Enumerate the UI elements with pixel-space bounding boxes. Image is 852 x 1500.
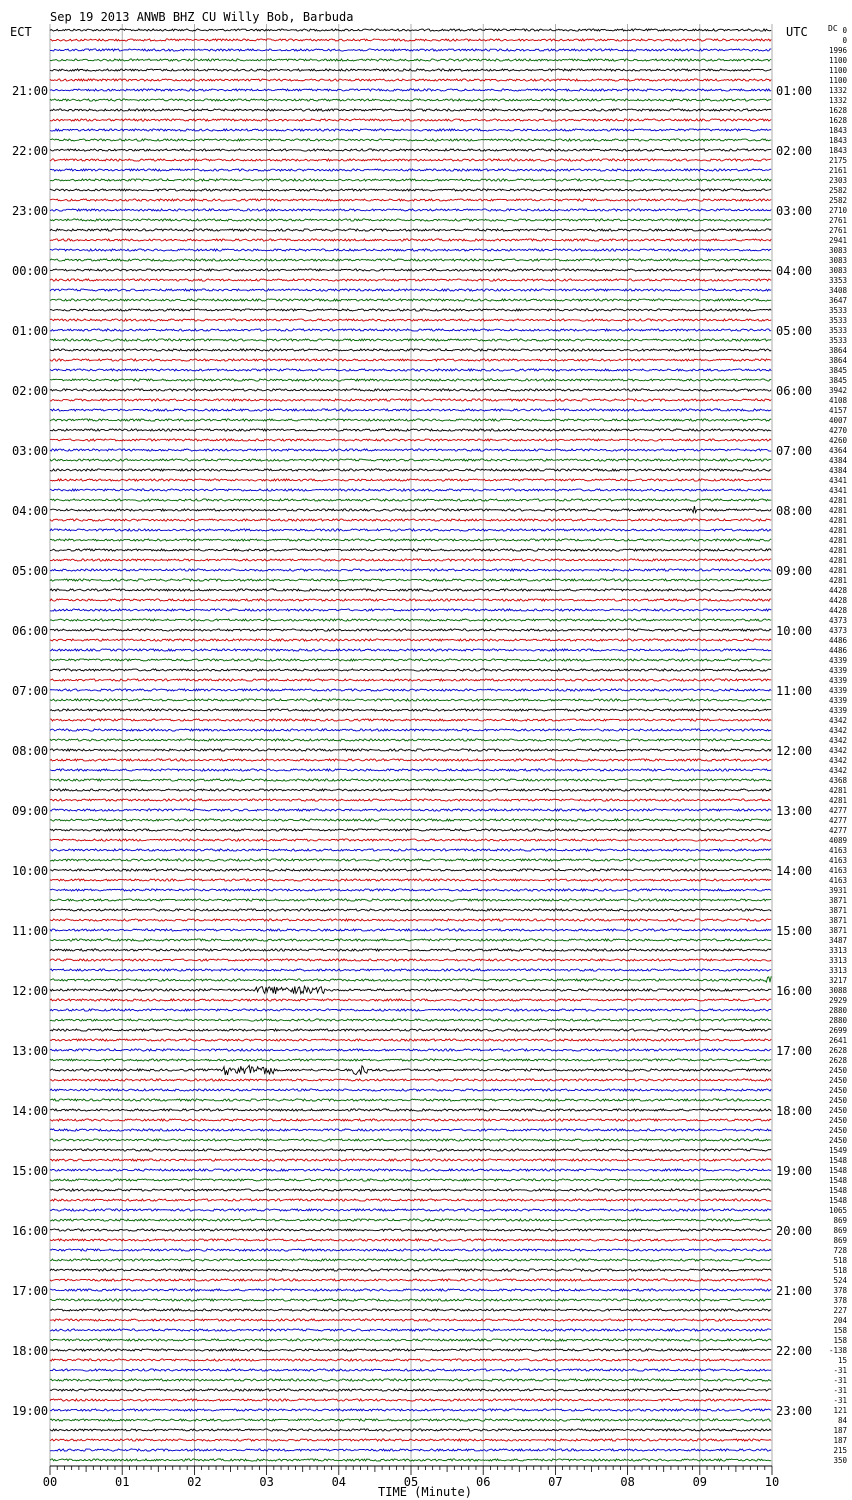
dc-value: 3647 <box>828 296 847 305</box>
dc-value: 3864 <box>828 346 847 355</box>
dc-value: 4339 <box>828 656 847 665</box>
left-hour-label: 00:00 <box>12 264 49 278</box>
dc-value: 1548 <box>828 1196 847 1205</box>
dc-value: 4281 <box>828 576 847 585</box>
trace-row-14 <box>50 169 771 171</box>
left-hour-label: 09:00 <box>12 804 49 818</box>
dc-value: 4163 <box>828 846 847 855</box>
dc-value: 1548 <box>828 1156 847 1165</box>
dc-value: 2450 <box>828 1136 847 1145</box>
x-tick-label: 07 <box>548 1475 563 1489</box>
dc-value: 4428 <box>828 586 847 595</box>
dc-value: 3217 <box>828 976 847 985</box>
dc-value: 4281 <box>828 516 847 525</box>
right-hour-label: 23:00 <box>776 1404 813 1418</box>
dc-value: 3845 <box>828 366 847 375</box>
dc-value: 227 <box>833 1306 847 1315</box>
left-hour-label: 07:00 <box>12 684 49 698</box>
dc-value: 4281 <box>828 506 847 515</box>
dc-value: -31 <box>833 1376 847 1385</box>
dc-value: 3408 <box>828 286 847 295</box>
dc-value: 3083 <box>828 246 847 255</box>
left-hour-label: 11:00 <box>12 924 49 938</box>
dc-value: 2628 <box>828 1056 847 1065</box>
right-hour-label: 01:00 <box>776 84 813 98</box>
dc-value: 1628 <box>828 116 847 125</box>
left-hour-label: 08:00 <box>12 744 49 758</box>
dc-value: 2450 <box>828 1086 847 1095</box>
dc-value: 187 <box>833 1436 847 1445</box>
dc-value: 2941 <box>828 236 847 245</box>
x-tick-label: 09 <box>692 1475 708 1489</box>
dc-value: 2880 <box>828 1016 847 1025</box>
dc-value: 2710 <box>828 206 847 215</box>
dc-value: 869 <box>833 1236 847 1245</box>
left-hour-label: 01:00 <box>12 324 49 338</box>
dc-value: 2582 <box>828 196 847 205</box>
dc-value: 4486 <box>828 646 847 655</box>
dc-value: 2761 <box>828 226 847 235</box>
right-hour-label: 11:00 <box>776 684 813 698</box>
dc-value: 728 <box>833 1246 847 1255</box>
dc-value: 4163 <box>828 866 847 875</box>
right-hour-label: 07:00 <box>776 444 813 458</box>
dc-value: 3871 <box>828 916 847 925</box>
dc-value: 4277 <box>828 806 847 815</box>
dc-value: 518 <box>833 1256 847 1265</box>
left-hour-label: 15:00 <box>12 1164 49 1178</box>
dc-value: 4339 <box>828 676 847 685</box>
right-hour-labels <box>776 84 812 1418</box>
dc-value: 1100 <box>828 66 847 75</box>
dc-value: 4384 <box>828 466 847 475</box>
dc-value: 4342 <box>828 766 847 775</box>
dc-value: 15 <box>837 1356 847 1365</box>
dc-value: 2761 <box>828 216 847 225</box>
dc-value: 4341 <box>828 476 847 485</box>
x-axis-label: TIME (Minute) <box>378 1485 472 1499</box>
dc-value: 3083 <box>828 256 847 265</box>
dc-value: 2450 <box>828 1126 847 1135</box>
dc-value: 1996 <box>828 46 847 55</box>
x-tick-label: 10 <box>764 1475 780 1489</box>
dc-value: 869 <box>833 1226 847 1235</box>
dc-value: 4384 <box>828 456 847 465</box>
left-hour-label: 02:00 <box>12 384 49 398</box>
dc-value: 2175 <box>828 156 847 165</box>
dc-value: 1548 <box>828 1176 847 1185</box>
right-hour-label: 18:00 <box>776 1104 813 1118</box>
dc-value: 4373 <box>828 616 847 625</box>
dc-value: 4281 <box>828 566 847 575</box>
dc-value: 4342 <box>828 716 847 725</box>
right-hour-label: 16:00 <box>776 984 813 998</box>
dc-value: 3353 <box>828 276 847 285</box>
left-hour-label: 17:00 <box>12 1284 49 1298</box>
dc-value: 4163 <box>828 856 847 865</box>
dc-value: 4339 <box>828 686 847 695</box>
left-hour-label: 19:00 <box>12 1404 49 1418</box>
x-tick-label: 05 <box>403 1475 419 1489</box>
left-hour-label: 22:00 <box>12 144 49 158</box>
left-hour-label: 12:00 <box>12 984 49 998</box>
left-hour-label: 06:00 <box>12 624 49 638</box>
dc-value: 1548 <box>828 1166 847 1175</box>
dc-value: -31 <box>833 1366 847 1375</box>
dc-value: 4368 <box>828 776 847 785</box>
dc-value: 4339 <box>828 696 847 705</box>
trace-row-15 <box>50 179 771 181</box>
dc-value: 4281 <box>828 786 847 795</box>
dc-value: 3845 <box>828 376 847 385</box>
dc-value: 2450 <box>828 1116 847 1125</box>
dc-values <box>829 26 848 1465</box>
dc-value: 204 <box>833 1316 847 1325</box>
dc-value: 4281 <box>828 796 847 805</box>
dc-value: 3533 <box>828 316 847 325</box>
utc-label: UTC <box>786 25 808 39</box>
right-hour-label: 21:00 <box>776 1284 813 1298</box>
dc-value: 1332 <box>828 86 847 95</box>
dc-value: 378 <box>833 1286 847 1295</box>
right-hour-label: 13:00 <box>776 804 813 818</box>
right-hour-label: 12:00 <box>776 744 813 758</box>
dc-value: 1332 <box>828 96 847 105</box>
x-tick-label: 02 <box>187 1475 202 1489</box>
left-hour-label: 23:00 <box>12 204 49 218</box>
dc-value: 1843 <box>828 126 847 135</box>
dc-value: 3871 <box>828 906 847 915</box>
dc-value: 2628 <box>828 1046 847 1055</box>
dc-value: 187 <box>833 1426 847 1435</box>
right-hour-label: 22:00 <box>776 1344 813 1358</box>
dc-value: 4277 <box>828 826 847 835</box>
dc-value: 1100 <box>828 56 847 65</box>
right-hour-label: 17:00 <box>776 1044 813 1058</box>
dc-value: 3533 <box>828 306 847 315</box>
dc-value: 2641 <box>828 1036 847 1045</box>
left-hour-label: 13:00 <box>12 1044 49 1058</box>
right-hour-label: 04:00 <box>776 264 813 278</box>
dc-value: 1548 <box>828 1186 847 1195</box>
dc-value: 158 <box>833 1326 847 1335</box>
dc-value: 4281 <box>828 536 847 545</box>
dc-value: 4342 <box>828 726 847 735</box>
right-hour-label: 19:00 <box>776 1164 813 1178</box>
dc-value: 4157 <box>828 406 847 415</box>
dc-value: 2450 <box>828 1076 847 1085</box>
dc-value: 3864 <box>828 356 847 365</box>
dc-value: 1843 <box>828 136 847 145</box>
dc-value: 4007 <box>828 416 847 425</box>
dc-value: 2699 <box>828 1026 847 1035</box>
dc-value: 4339 <box>828 666 847 675</box>
dc-value: 4342 <box>828 746 847 755</box>
dc-value: 4281 <box>828 496 847 505</box>
dc-value: 4342 <box>828 756 847 765</box>
dc-value: 3942 <box>828 386 847 395</box>
x-tick-label: 03 <box>259 1475 274 1489</box>
dc-label: DC <box>828 24 838 33</box>
dc-value: 84 <box>837 1416 847 1425</box>
dc-value: 2582 <box>828 186 847 195</box>
dc-value: 4364 <box>828 446 847 455</box>
left-hour-label: 16:00 <box>12 1224 49 1238</box>
dc-value: 4486 <box>828 636 847 645</box>
right-hour-label: 09:00 <box>776 564 813 578</box>
dc-value: 350 <box>833 1456 847 1465</box>
dc-value: 0 <box>842 36 847 45</box>
dc-value: 4341 <box>828 486 847 495</box>
left-hour-labels <box>12 84 48 1418</box>
dc-value: 3931 <box>828 886 847 895</box>
right-hour-label: 08:00 <box>776 504 813 518</box>
dc-value: 3871 <box>828 896 847 905</box>
dc-value: 3313 <box>828 966 847 975</box>
left-hour-label: 04:00 <box>12 504 49 518</box>
right-hour-label: 06:00 <box>776 384 813 398</box>
x-tick-label: 08 <box>620 1475 635 1489</box>
right-hour-label: 05:00 <box>776 324 813 338</box>
dc-value: 4342 <box>828 736 847 745</box>
dc-value: 4108 <box>828 396 847 405</box>
dc-value: 121 <box>833 1406 847 1415</box>
dc-value: 378 <box>833 1296 847 1305</box>
left-hour-label: 10:00 <box>12 864 49 878</box>
right-hour-label: 15:00 <box>776 924 813 938</box>
dc-value: 4281 <box>828 526 847 535</box>
dc-value: 1628 <box>828 106 847 115</box>
x-tick-label: 00 <box>42 1475 58 1489</box>
dc-value: 4281 <box>828 556 847 565</box>
dc-value: 3088 <box>828 986 847 995</box>
dc-value: 4339 <box>828 706 847 715</box>
left-hour-label: 05:00 <box>12 564 49 578</box>
ect-label: ECT <box>10 25 32 39</box>
chart-title: Sep 19 2013 ANWB BHZ CU Willy Bob, Barbuda <box>50 10 354 24</box>
dc-value: -138 <box>828 1346 847 1355</box>
dc-value: 1100 <box>828 76 847 85</box>
dc-value: 3871 <box>828 926 847 935</box>
left-hour-label: 21:00 <box>12 84 49 98</box>
dc-value: 3533 <box>828 336 847 345</box>
dc-value: 1549 <box>828 1146 847 1155</box>
dc-value: 4270 <box>828 426 847 435</box>
dc-value: 4428 <box>828 596 847 605</box>
dc-value: 869 <box>833 1216 847 1225</box>
right-hour-label: 14:00 <box>776 864 813 878</box>
trace-row-108 <box>50 1109 771 1111</box>
dc-value: 158 <box>833 1336 847 1345</box>
dc-value: 518 <box>833 1266 847 1275</box>
dc-value: 3083 <box>828 266 847 275</box>
left-hour-label: 14:00 <box>12 1104 49 1118</box>
right-hour-label: 10:00 <box>776 624 813 638</box>
dc-value: 0 <box>842 26 847 35</box>
x-tick-label: 04 <box>331 1475 347 1489</box>
dc-value: 2450 <box>828 1096 847 1105</box>
right-hour-label: 20:00 <box>776 1224 813 1238</box>
dc-value: 2450 <box>828 1106 847 1115</box>
dc-value: 2303 <box>828 176 847 185</box>
dc-value: 524 <box>833 1276 847 1285</box>
dc-value: 4428 <box>828 606 847 615</box>
right-hour-label: 03:00 <box>776 204 813 218</box>
dc-value: 4089 <box>828 836 847 845</box>
x-tick-label: 06 <box>475 1475 491 1489</box>
dc-value: 2450 <box>828 1066 847 1075</box>
dc-value: 4281 <box>828 546 847 555</box>
dc-value: 3313 <box>828 956 847 965</box>
dc-value: -31 <box>833 1386 847 1395</box>
x-tick-label: 01 <box>114 1475 130 1489</box>
left-hour-label: 18:00 <box>12 1344 49 1358</box>
right-hour-label: 02:00 <box>776 144 813 158</box>
dc-value: 1065 <box>828 1206 847 1215</box>
dc-value: 2880 <box>828 1006 847 1015</box>
dc-value: 215 <box>833 1446 847 1455</box>
dc-value: 2161 <box>828 166 847 175</box>
dc-value: -31 <box>833 1396 847 1405</box>
dc-value: 4277 <box>828 816 847 825</box>
dc-value: 4163 <box>828 876 847 885</box>
dc-value: 3533 <box>828 326 847 335</box>
left-hour-label: 03:00 <box>12 444 49 458</box>
dc-value: 3487 <box>828 936 847 945</box>
dc-value: 4260 <box>828 436 847 445</box>
dc-value: 1843 <box>828 146 847 155</box>
dc-value: 3313 <box>828 946 847 955</box>
dc-value: 2929 <box>828 996 847 1005</box>
dc-value: 4373 <box>828 626 847 635</box>
